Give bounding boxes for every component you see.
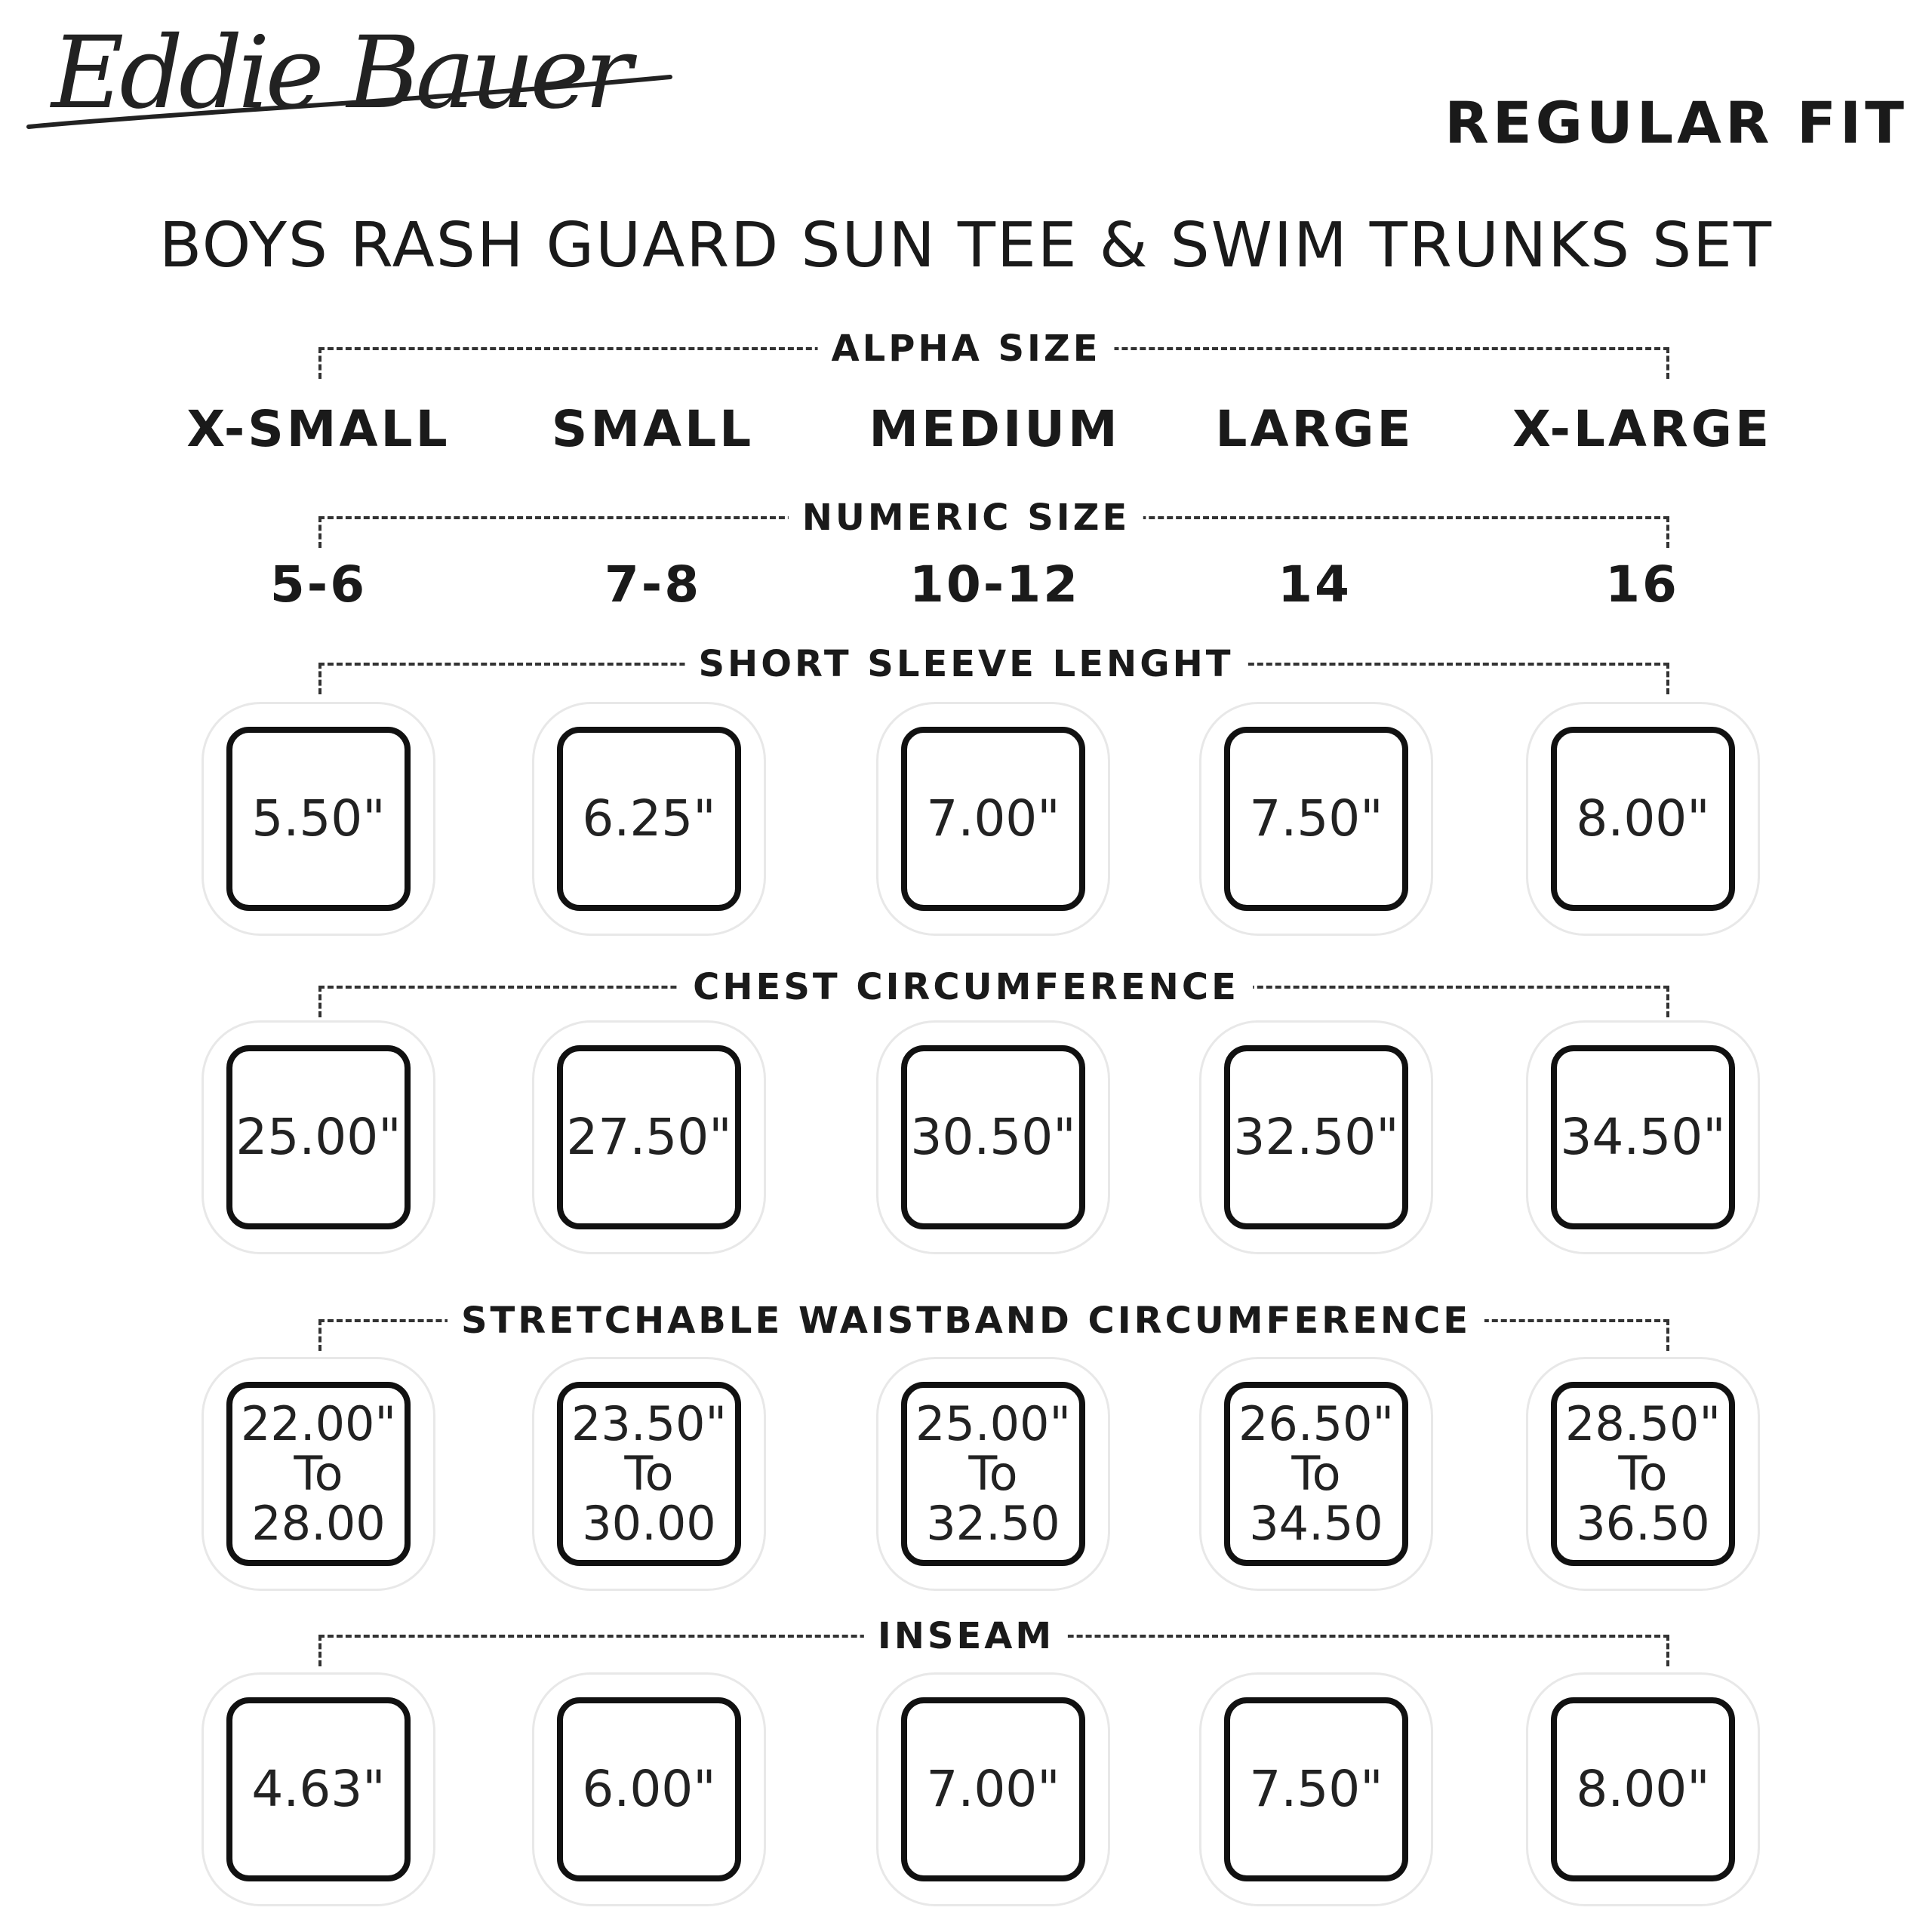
waist-to: 32.50: [926, 1496, 1060, 1551]
inseam-cell: [532, 1672, 766, 1906]
inseam-value: 8.00": [1551, 1697, 1735, 1881]
numeric-size-1: 5-6: [269, 555, 368, 614]
chest-value: 32.50": [1224, 1045, 1408, 1229]
numeric-size-4: 14: [1278, 555, 1352, 614]
inseam-cell: [876, 1672, 1110, 1906]
waist-from: 23.50": [571, 1396, 727, 1451]
numeric-size-label: NUMERIC SIZE: [789, 500, 1143, 536]
alpha-size-label: ALPHA SIZE: [818, 331, 1115, 367]
waist-to: 28.00: [251, 1496, 386, 1551]
sleeve-value: 7.00": [901, 727, 1085, 911]
chest-value: 34.50": [1551, 1045, 1735, 1229]
inseam-cell: [202, 1672, 435, 1906]
fit-label: REGULAR FIT: [1444, 89, 1908, 156]
waist-from: 28.50": [1564, 1396, 1721, 1451]
sleeve-cell: [202, 702, 435, 936]
svg-text:Eddie Bauer: Eddie Bauer: [51, 23, 628, 131]
sleeve-cell: [876, 702, 1110, 936]
alpha-size-large: LARGE: [1215, 400, 1414, 458]
waist-to-word: To: [968, 1446, 1018, 1501]
alpha-size-medium: MEDIUM: [869, 400, 1121, 458]
chest-cell: [1199, 1020, 1433, 1254]
waist-cell: [876, 1357, 1110, 1591]
inseam-value: 6.00": [557, 1697, 741, 1881]
inseam-cell: [1199, 1672, 1433, 1906]
sleeve-cell: [1199, 702, 1433, 936]
inseam-label: INSEAM: [864, 1618, 1068, 1654]
chest-cell: [876, 1020, 1110, 1254]
waist-cell: [532, 1357, 766, 1591]
inseam-value: 7.00": [901, 1697, 1085, 1881]
alpha-size-xsmall: X-SMALL: [186, 400, 451, 458]
sleeve-value: 8.00": [1551, 727, 1735, 911]
page-title: BOYS RASH GUARD SUN TEE & SWIM TRUNKS SET: [158, 210, 1774, 281]
sleeve-value: 5.50": [226, 727, 411, 911]
inseam-value: 7.50": [1224, 1697, 1408, 1881]
waist-to: 30.00: [582, 1496, 716, 1551]
waist-cell: [202, 1357, 435, 1591]
waist-label: STRETCHABLE WAISTBAND CIRCUMFERENCE: [448, 1303, 1484, 1339]
waist-to-word: To: [1291, 1446, 1341, 1501]
inseam-value: 4.63": [226, 1697, 411, 1881]
waist-to: 36.50: [1576, 1496, 1710, 1551]
chest-cell: [532, 1020, 766, 1254]
chest-cell: [1526, 1020, 1760, 1254]
chest-cell: [202, 1020, 435, 1254]
waist-cell: [1199, 1357, 1433, 1591]
inseam-cell: [1526, 1672, 1760, 1906]
numeric-size-2: 7-8: [604, 555, 702, 614]
sleeve-cell: [532, 702, 766, 936]
waist-cell: [1526, 1357, 1760, 1591]
chest-value: 30.50": [901, 1045, 1085, 1229]
waist-from: 22.00": [240, 1396, 396, 1451]
chest-value: 27.50": [557, 1045, 741, 1229]
alpha-size-small: SMALL: [551, 400, 755, 458]
sleeve-value: 7.50": [1224, 727, 1408, 911]
numeric-size-5: 16: [1605, 555, 1679, 614]
waist-to-word: To: [294, 1446, 343, 1501]
waist-to-word: To: [624, 1446, 674, 1501]
sleeve-cell: [1526, 702, 1760, 936]
sleeve-label: SHORT SLEEVE LENGHT: [685, 646, 1247, 682]
chest-label: CHEST CIRCUMFERENCE: [679, 969, 1253, 1005]
numeric-size-3: 10-12: [909, 555, 1081, 614]
waist-to-word: To: [1618, 1446, 1668, 1501]
chest-value: 25.00": [226, 1045, 411, 1229]
waist-from: 25.00": [915, 1396, 1071, 1451]
waist-to: 34.50: [1249, 1496, 1383, 1551]
sleeve-value: 6.25": [557, 727, 741, 911]
eddie-bauer-logo: [21, 23, 685, 136]
alpha-size-xlarge: X-LARGE: [1512, 400, 1773, 458]
waist-from: 26.50": [1238, 1396, 1394, 1451]
